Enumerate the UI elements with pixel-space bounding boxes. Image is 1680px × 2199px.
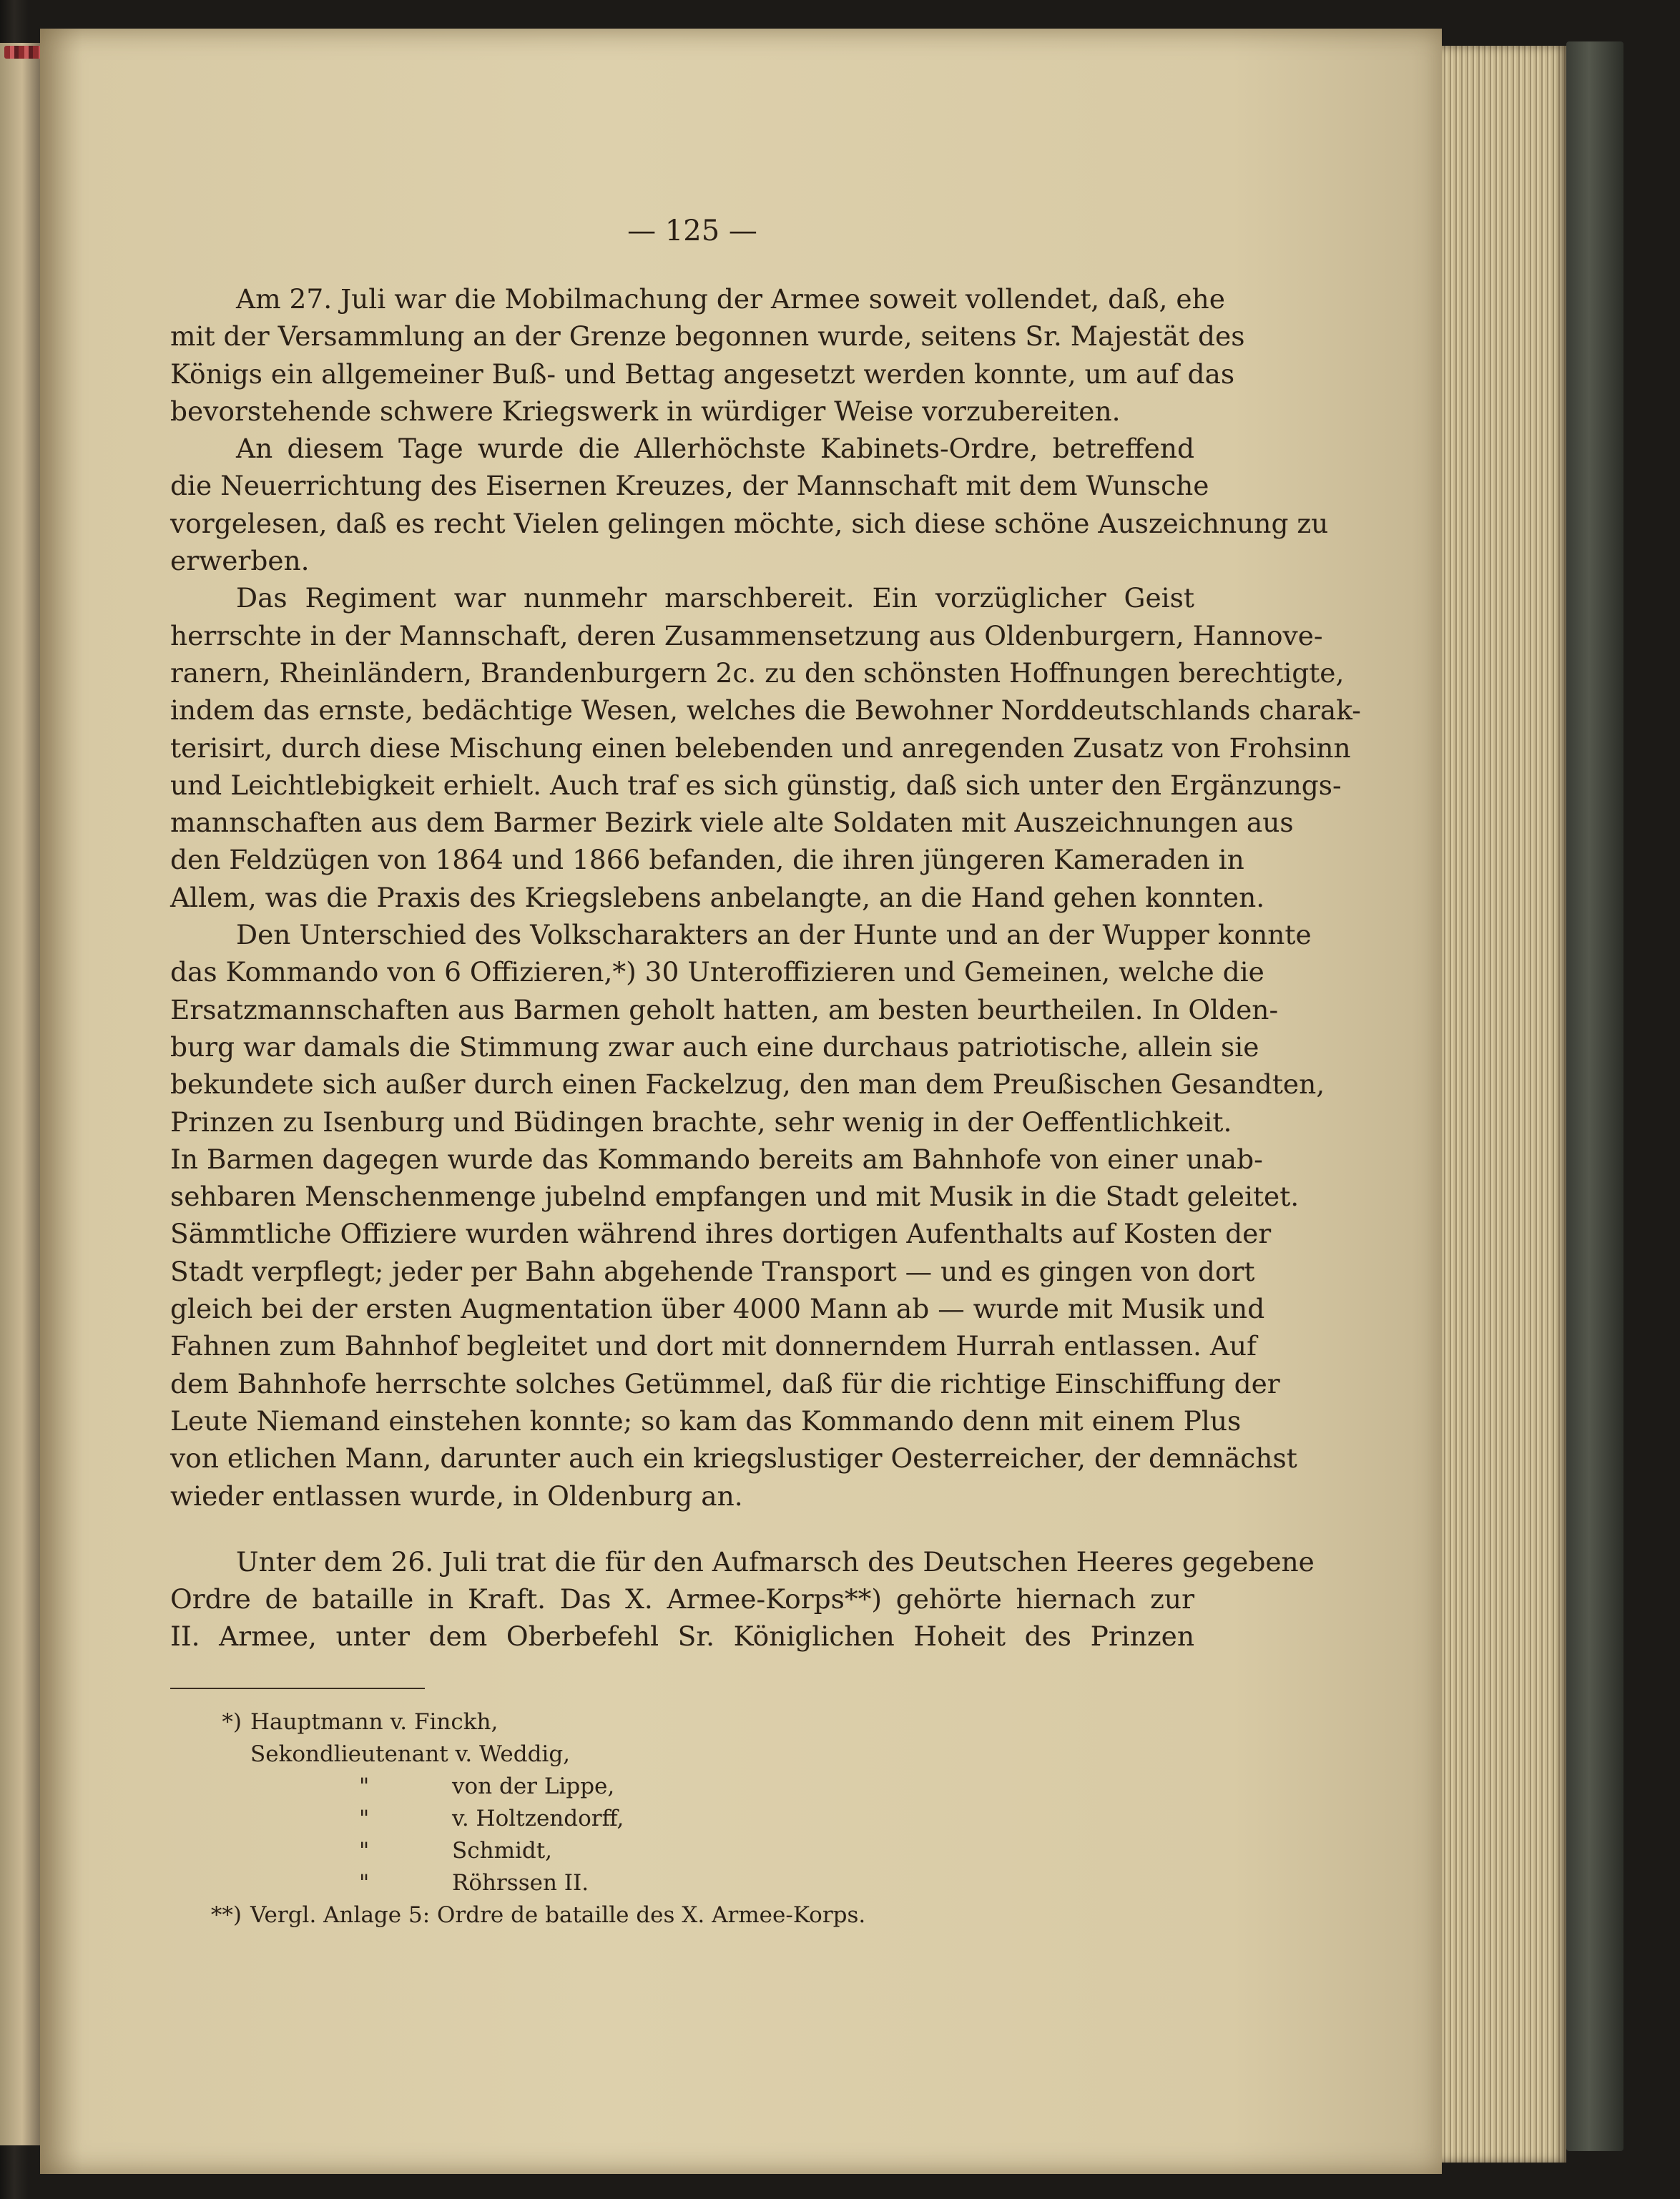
text-line: Am 27. Juli war die Mobilmachung der Armee soweit vollendet, daß, ehe [236,283,1225,315]
ditto-mark: " [359,1806,370,1831]
footnote-1-line [170,1867,1014,1899]
text-line: wieder entlassen wurde, in Oldenburg an. [170,1480,743,1512]
page-fore-edge [1430,46,1566,2163]
footnote-text: v. Holtzendorff, [452,1806,624,1831]
footnote-1-line [170,1835,1014,1867]
left-page-edge [0,43,40,2145]
book-cover [1566,41,1623,2151]
text-line: Stadt verpflegt; jeder per Bahn abgehende Transport — und es gingen von dort [170,1255,1255,1287]
text-line: vorgelesen, daß es recht Vielen gelingen möchte, sich diese schöne Auszeichnung zu [170,507,1329,539]
ditto-mark: " [359,1774,370,1799]
text-line: Leute Niemand einstehen konnte; so kam das Kommando denn mit einem Plus [170,1404,1242,1437]
text-line: das Kommando von 6 Offizieren,*) 30 Unteroffizieren und Gemeinen, welche die [170,956,1264,988]
footnote-mark: **) [210,1902,242,1928]
text-line: mit der Versammlung an der Grenze begonnen wurde, seitens Sr. Majestät des [170,320,1245,353]
text-line: burg war damals die Stimmung zwar auch eine durchaus patriotische, allein sie [170,1030,1259,1063]
footnote-text: Vergl. Anlage 5: Ordre de bataille des X. Armee-Korps. [250,1902,866,1928]
footnote-divider [170,1688,425,1689]
text-line: dem Bahnhofe herrschte solches Getümmel, daß für die richtige Einschiffung der [170,1367,1280,1399]
body-text [170,280,1361,1656]
text-line: gleich bei der ersten Augmentation über 4000 Mann ab — wurde mit Musik und [170,1293,1265,1325]
page-number: — 125 — [627,215,757,247]
text-line: Sämmtliche Offiziere wurden während ihres dortigen Aufenthalts auf Kosten der [170,1218,1272,1250]
text-line: erwerben. [170,545,310,577]
text-line: bevorstehende schwere Kriegswerk in würdiger Weise vorzubereiten. [170,395,1121,427]
text-line: Unter dem 26. Juli trat die für den Aufmarsch des Deutschen Heeres gegebene [236,1545,1315,1578]
text-line: Prinzen zu Isenburg und Büdingen brachte, sehr wenig in der Oeffentlichkeit. [170,1106,1232,1138]
ditto-mark: " [359,1838,370,1864]
text-line: sehbaren Menschenmenge jubelnd empfangen und mit Musik in die Stadt geleitet. [170,1181,1300,1213]
footnote-1 [170,1706,1014,1738]
footnote-text: von der Lippe, [452,1774,615,1799]
footnote-1-line [170,1803,1014,1835]
text-line: Ersatzmannschaften aus Barmen geholt hatten, am besten beurtheilen. In Olden- [170,993,1279,1025]
footnote-1-line [170,1771,1014,1803]
footnote-1-line [170,1738,1014,1771]
text-line: II. Armee, unter dem Oberbefehl Sr. Königlichen Hoheit des Prinzen [170,1620,1194,1653]
text-line: An diesem Tage wurde die Allerhöchste Kabinets-Ordre, betreffend [236,433,1194,465]
paragraph-gap [170,1515,1194,1543]
footnote-text: Hauptmann v. Finckh, [250,1709,498,1735]
text-line: und Leichtlebigkeit erhielt. Auch traf es sich günstig, daß sich unter den Ergänzungs- [170,769,1342,801]
footnote-2 [170,1899,1014,1932]
text-line: Das Regiment war nunmehr marschbereit. Ein vorzüglicher Geist [236,582,1194,614]
footnote-text: Sekondlieutenant v. Weddig, [250,1741,571,1767]
text-line: indem das ernste, bedächtige Wesen, welches die Bewohner Norddeutschlands charak- [170,694,1361,727]
text-line: mannschaften aus dem Barmer Bezirk viele alte Soldaten mit Auszeichnungen aus [170,807,1294,839]
text-line: Ordre de bataille in Kraft. Das X. Armee-Korps**) gehörte hiernach zur [170,1583,1194,1615]
text-line: herrschte in der Mannschaft, deren Zusammensetzung aus Oldenburgern, Hannove- [170,619,1323,651]
footnote-text: Schmidt, [452,1838,553,1864]
text-line: Fahnen zum Bahnhof begleitet und dort mit donnerndem Hurrah entlassen. Auf [170,1330,1257,1362]
text-line: die Neuerrichtung des Eisernen Kreuzes, der Mannschaft mit dem Wunsche [170,470,1209,502]
text-line: den Feldzügen von 1864 und 1866 befanden, die ihren jüngeren Kameraden in [170,844,1244,876]
footnote-text: Röhrssen II. [452,1870,589,1896]
text-line: In Barmen dagegen wurde das Kommando bereits am Bahnhofe von einer unab- [170,1143,1263,1175]
text-line: Königs ein allgemeiner Buß- und Bettag angesetzt werden konnte, um auf das [170,358,1235,390]
text-line: bekundete sich außer durch einen Fackelzug, den man dem Preußischen Gesandten, [170,1068,1325,1101]
footnote-mark: *) [222,1709,242,1735]
text-line: Allem, was die Praxis des Kriegslebens anbelangte, an die Hand gehen konnten. [170,881,1265,913]
text-line: ranern, Rheinländern, Brandenburgern 2c. zu den schönsten Hoffnungen berechtigte, [170,656,1345,689]
text-line: Den Unterschied des Volkscharakters an der Hunte und an der Wupper konnte [236,919,1312,951]
text-line: terisirt, durch diese Mischung einen belebenden und anregenden Zusatz von Frohsinn [170,732,1351,764]
text-line: von etlichen Mann, darunter auch ein kriegslustiger Oesterreicher, der demnächst [170,1442,1297,1475]
footnotes [170,1706,1014,1932]
ditto-mark: " [359,1870,370,1896]
